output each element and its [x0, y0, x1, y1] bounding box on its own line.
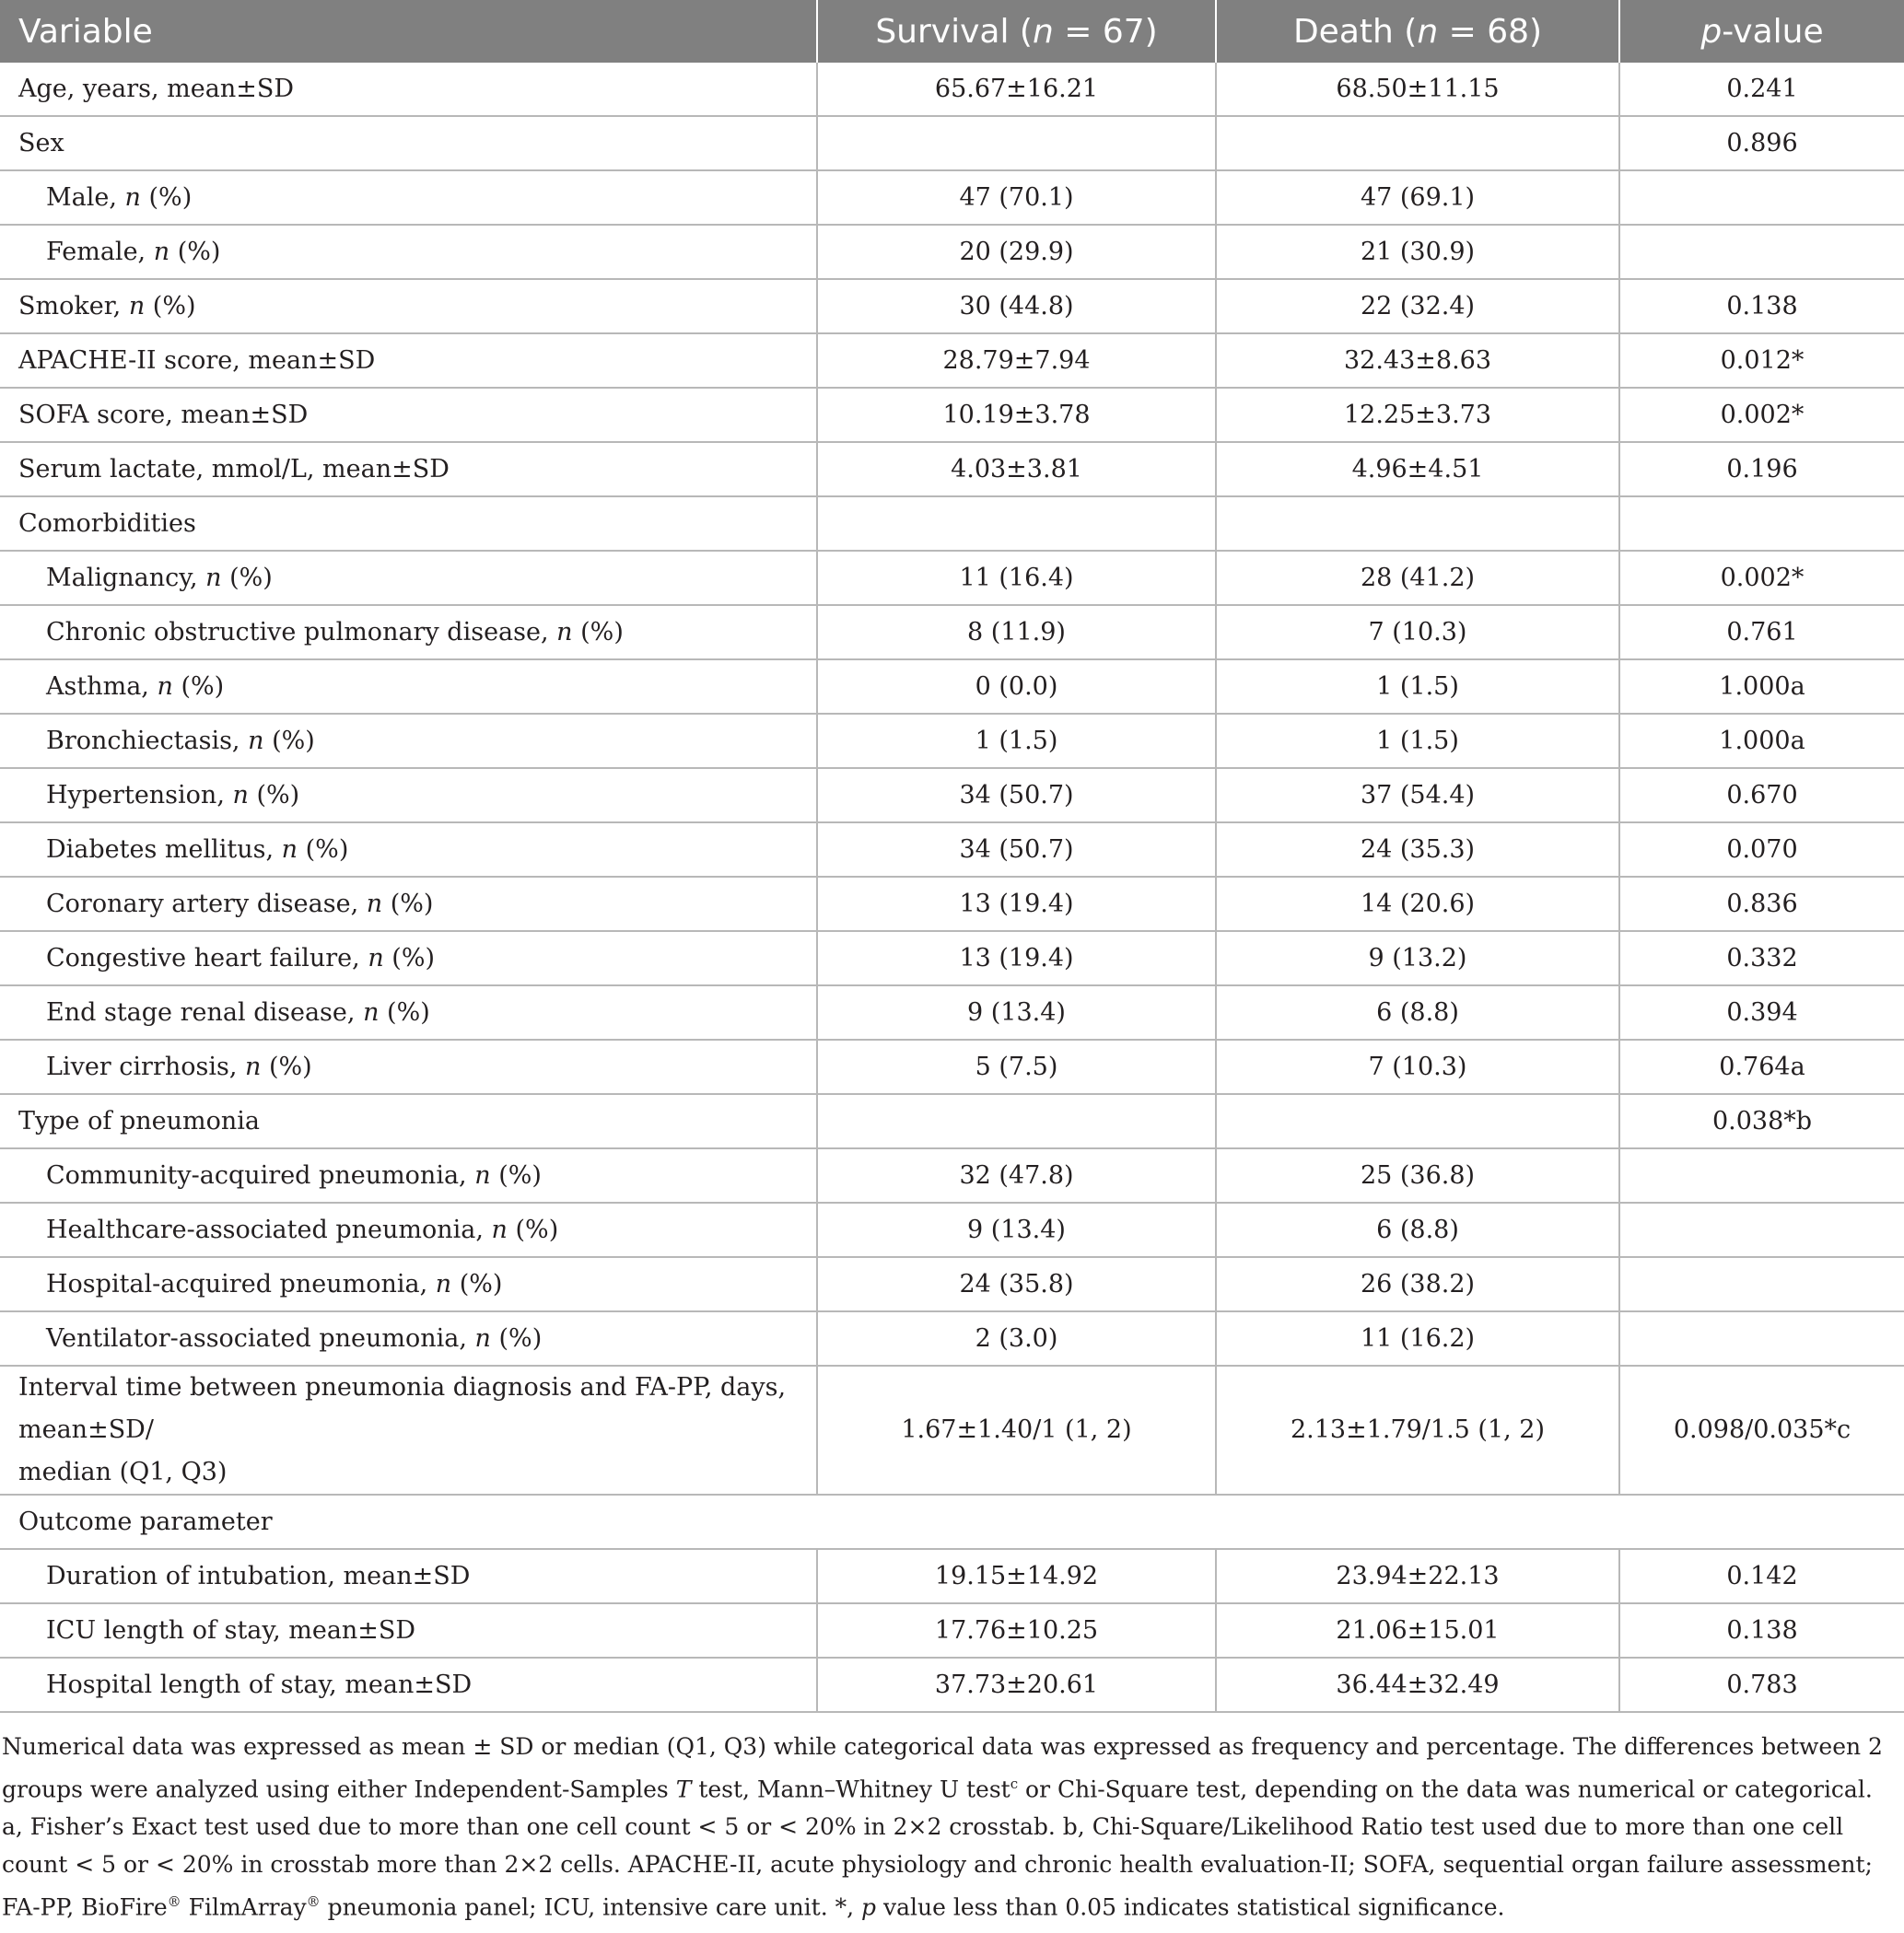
row-label: Asthma, n (%): [0, 659, 817, 714]
row-label: Comorbidities: [0, 496, 817, 551]
survival-cell: 4.03±3.81: [817, 442, 1216, 496]
registered-mark: ®: [306, 1893, 321, 1911]
table-row: [0, 1148, 1904, 1203]
table-row: [0, 714, 1904, 768]
row-label: Hospital length of stay, mean±SD: [0, 1658, 817, 1712]
death-cell: 12.25±3.73: [1216, 388, 1619, 442]
survival-cell: 5 (7.5): [817, 1040, 1216, 1094]
row-label: Smoker, n (%): [0, 279, 817, 333]
registered-mark: ®: [167, 1893, 181, 1911]
table-row: [0, 170, 1904, 225]
survival-cell: 30 (44.8): [817, 279, 1216, 333]
death-cell: 1 (1.5): [1216, 714, 1619, 768]
death-cell: 6 (8.8): [1216, 985, 1619, 1040]
survival-cell: 47 (70.1): [817, 170, 1216, 225]
table-row: [0, 985, 1904, 1040]
survival-cell: 9 (13.4): [817, 985, 1216, 1040]
survival-cell: 13 (19.4): [817, 877, 1216, 931]
p-value-cell: 0.138: [1619, 279, 1904, 333]
p-value-cell: 1.000a: [1619, 714, 1904, 768]
survival-cell: 17.76±10.25: [817, 1603, 1216, 1658]
row-label: Sex: [0, 116, 817, 170]
row-label: Chronic obstructive pulmonary disease, n (%): [0, 605, 817, 659]
table-row: [0, 1311, 1904, 1366]
table-row: [0, 931, 1904, 985]
p-value-cell: 0.394: [1619, 985, 1904, 1040]
death-cell: 24 (35.3): [1216, 822, 1619, 877]
table-row: [0, 225, 1904, 279]
survival-cell: 37.73±20.61: [817, 1658, 1216, 1712]
death-cell: [1216, 1094, 1619, 1148]
header-variable: Variable: [0, 0, 817, 63]
row-label: Community-acquired pneumonia, n (%): [0, 1148, 817, 1203]
death-cell: 21.06±15.01: [1216, 1603, 1619, 1658]
death-cell: 36.44±32.49: [1216, 1658, 1619, 1712]
row-label: Female, n (%): [0, 225, 817, 279]
row-label: Congestive heart failure, n (%): [0, 931, 817, 985]
death-cell: 2.13±1.79/1.5 (1, 2): [1216, 1366, 1619, 1495]
p-value-cell: [1619, 225, 1904, 279]
table-row: [0, 659, 1904, 714]
p-value-cell: 0.836: [1619, 877, 1904, 931]
survival-cell: 11 (16.4): [817, 551, 1216, 605]
table-row: [0, 1658, 1904, 1712]
death-cell: 37 (54.4): [1216, 768, 1619, 822]
p-value-cell: 0.002*: [1619, 551, 1904, 605]
survival-cell: 20 (29.9): [817, 225, 1216, 279]
survival-cell: 2 (3.0): [817, 1311, 1216, 1366]
row-label: End stage renal disease, n (%): [0, 985, 817, 1040]
p-value-cell: 0.038*b: [1619, 1094, 1904, 1148]
row-label: Duration of intubation, mean±SD: [0, 1549, 817, 1603]
survival-cell: [817, 116, 1216, 170]
p-value-cell: 0.196: [1619, 442, 1904, 496]
row-label: Male, n (%): [0, 170, 817, 225]
p-value-cell: 0.138: [1619, 1603, 1904, 1658]
table-row: [0, 388, 1904, 442]
row-label: Liver cirrhosis, n (%): [0, 1040, 817, 1094]
p-value-cell: 0.783: [1619, 1658, 1904, 1712]
survival-cell: 13 (19.4): [817, 931, 1216, 985]
table-row: [0, 768, 1904, 822]
table-row: [0, 63, 1904, 116]
death-cell: [1216, 496, 1619, 551]
row-label: ICU length of stay, mean±SD: [0, 1603, 817, 1658]
row-label: Age, years, mean±SD: [0, 63, 817, 116]
death-cell: 25 (36.8): [1216, 1148, 1619, 1203]
table-row: [0, 822, 1904, 877]
header-p-value: p-value: [1619, 0, 1904, 63]
p-value-cell: [1619, 496, 1904, 551]
p-value-cell: 0.142: [1619, 1549, 1904, 1603]
survival-cell: 1.67±1.40/1 (1, 2): [817, 1366, 1216, 1495]
header-death: Death (n = 68): [1216, 0, 1619, 63]
row-label: Hypertension, n (%): [0, 768, 817, 822]
p-value-cell: 0.761: [1619, 605, 1904, 659]
survival-cell: [817, 1094, 1216, 1148]
death-cell: 23.94±22.13: [1216, 1549, 1619, 1603]
row-label: Malignancy, n (%): [0, 551, 817, 605]
table-row: [0, 1257, 1904, 1311]
p-value-cell: 0.012*: [1619, 333, 1904, 388]
survival-cell: 1 (1.5): [817, 714, 1216, 768]
death-cell: 6 (8.8): [1216, 1203, 1619, 1257]
row-label: Hospital-acquired pneumonia, n (%): [0, 1257, 817, 1311]
survival-cell: 19.15±14.92: [817, 1549, 1216, 1603]
death-cell: 7 (10.3): [1216, 605, 1619, 659]
death-cell: 1 (1.5): [1216, 659, 1619, 714]
survival-cell: 34 (50.7): [817, 768, 1216, 822]
table-row: [0, 333, 1904, 388]
table-row: [0, 496, 1904, 551]
p-value-cell: [1619, 170, 1904, 225]
p-value-cell: 0.002*: [1619, 388, 1904, 442]
p-value-cell: [1619, 1311, 1904, 1366]
row-label: SOFA score, mean±SD: [0, 388, 817, 442]
row-label: Bronchiectasis, n (%): [0, 714, 817, 768]
survival-cell: 10.19±3.78: [817, 388, 1216, 442]
table-row: [0, 1603, 1904, 1658]
row-label: Healthcare-associated pneumonia, n (%): [0, 1203, 817, 1257]
table-footnote: Numerical data was expressed as mean ± SD or median (Q1, Q3) while categorical data was expressed as frequency and percentage. The differences between 2 groups were analyzed using either Independent-Samples T test, Mann–Whitney U test$^c$ or Chi-Square test, depending on the data was numerical or categorical. a, Fisher’s Exact test used due to more than one cell count < 5 or < 20% in 2×2 crosstab. b, Chi-Square/Likelihood Ratio test used due to more than one cell count < 5 or < 20% in crosstab more than 2×2 cells. APACHE-II, acute physiology and chronic health evaluation-II; SOFA, sequential organ failure assessment; FA-PP, BioFire® FilmArray® pneumonia panel; ICU, intensive care unit. *, p value less than 0.05 indicates statistical significance.: [2, 1733, 1883, 1921]
p-value-cell: 0.070: [1619, 822, 1904, 877]
death-cell: 4.96±4.51: [1216, 442, 1619, 496]
row-label: Interval time between pneumonia diagnosis and FA-PP, days, mean±SD/ median (Q1, Q3): [0, 1366, 817, 1495]
death-cell: 22 (32.4): [1216, 279, 1619, 333]
table-row: [0, 551, 1904, 605]
p-value-cell: 0.332: [1619, 931, 1904, 985]
table-row: [0, 1094, 1904, 1148]
table-row: [0, 1366, 1904, 1495]
table-row: [0, 116, 1904, 170]
p-value-cell: [1619, 1148, 1904, 1203]
table-row: [0, 1040, 1904, 1094]
row-label: Ventilator-associated pneumonia, n (%): [0, 1311, 817, 1366]
row-label: Diabetes mellitus, n (%): [0, 822, 817, 877]
survival-cell: 32 (47.8): [817, 1148, 1216, 1203]
header-survival: Survival (n = 67): [817, 0, 1216, 63]
p-value-cell: 0.241: [1619, 63, 1904, 116]
table-row: [0, 279, 1904, 333]
death-cell: 32.43±8.63: [1216, 333, 1619, 388]
death-cell: 11 (16.2): [1216, 1311, 1619, 1366]
row-label: Serum lactate, mmol/L, mean±SD: [0, 442, 817, 496]
p-value-cell: 0.098/0.035*c: [1619, 1366, 1904, 1495]
p-value-cell: [1619, 1257, 1904, 1311]
row-label: Coronary artery disease, n (%): [0, 877, 817, 931]
survival-cell: 65.67±16.21: [817, 63, 1216, 116]
death-cell: [1216, 116, 1619, 170]
p-value-cell: [1619, 1203, 1904, 1257]
p-value-cell: 0.764a: [1619, 1040, 1904, 1094]
p-value-cell: 1.000a: [1619, 659, 1904, 714]
death-cell: 47 (69.1): [1216, 170, 1619, 225]
table-row: [0, 1549, 1904, 1603]
death-cell: 9 (13.2): [1216, 931, 1619, 985]
table-header: [0, 0, 1904, 63]
table-row: [0, 442, 1904, 496]
survival-cell: 9 (13.4): [817, 1203, 1216, 1257]
survival-cell: 0 (0.0): [817, 659, 1216, 714]
survival-cell: 34 (50.7): [817, 822, 1216, 877]
death-cell: 26 (38.2): [1216, 1257, 1619, 1311]
section-label: Outcome parameter: [0, 1495, 1904, 1549]
table-row: [0, 877, 1904, 931]
table-row: [0, 1203, 1904, 1257]
table-body: [0, 63, 1904, 1712]
row-label: Type of pneumonia: [0, 1094, 817, 1148]
row-label: APACHE-II score, mean±SD: [0, 333, 817, 388]
death-cell: 68.50±11.15: [1216, 63, 1619, 116]
survival-cell: [817, 496, 1216, 551]
table-row: [0, 605, 1904, 659]
survival-cell: 8 (11.9): [817, 605, 1216, 659]
death-cell: 21 (30.9): [1216, 225, 1619, 279]
death-cell: 28 (41.2): [1216, 551, 1619, 605]
survival-cell: 24 (35.8): [817, 1257, 1216, 1311]
p-value-cell: 0.670: [1619, 768, 1904, 822]
survival-cell: 28.79±7.94: [817, 333, 1216, 388]
table-row: [0, 1495, 1904, 1549]
death-cell: 7 (10.3): [1216, 1040, 1619, 1094]
p-value-cell: 0.896: [1619, 116, 1904, 170]
death-cell: 14 (20.6): [1216, 877, 1619, 931]
